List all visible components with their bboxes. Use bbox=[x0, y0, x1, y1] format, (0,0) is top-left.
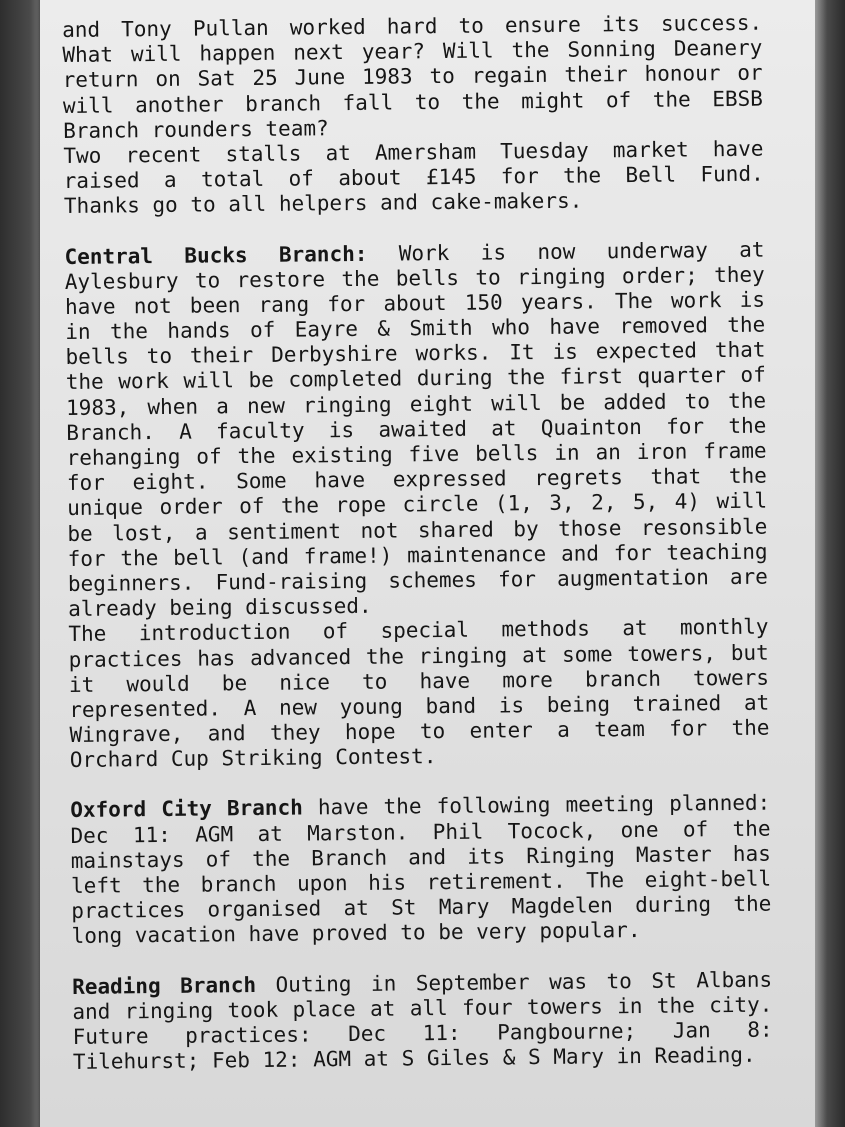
line-text: What will happen next year? Will the Sonning Deanery bbox=[62, 35, 763, 68]
line-text: Future practices: Dec 11: Pangbourne; Jan 8: bbox=[72, 1017, 773, 1049]
line-text: in the hands of Eayre & Smith who have removed the bbox=[65, 312, 766, 345]
line-text: Aylesbury to restore the bells to ringing order; they bbox=[64, 262, 765, 294]
line-text: The introduction of special methods at monthly bbox=[68, 614, 769, 647]
line-text: return on Sat 25 June 1983 to regain their honour or bbox=[62, 61, 763, 93]
document-text bbox=[62, 11, 773, 1076]
line-text: Wingrave, and they hope to enter a team for the bbox=[69, 715, 770, 748]
line-text: be lost, a sentiment not shared by those resonsible bbox=[67, 514, 768, 546]
line-text: left the branch upon his retirement. The eight-bell bbox=[70, 866, 772, 898]
line-text: Orchard Cup Striking Contest. bbox=[69, 744, 437, 773]
branch-heading: Oxford City Branch bbox=[70, 795, 303, 823]
line-text: it would be nice to have more branch towers bbox=[68, 665, 770, 697]
line-text: Thanks go to all helpers and cake-makers. bbox=[63, 188, 583, 219]
line-text: 1983, when a new ringing eight will be added to the bbox=[65, 388, 767, 420]
paragraph bbox=[62, 11, 763, 144]
paragraph bbox=[72, 967, 773, 1075]
line-text: have not been rang for about 150 years. The work is bbox=[64, 287, 766, 319]
line-text: Dec 11: AGM at Marston. Phil Tocock, one of the bbox=[70, 816, 771, 848]
line-text: Two recent stalls at Amersham Tuesday market have bbox=[63, 136, 764, 168]
line-text: for eight. Some have expressed regrets that the bbox=[66, 463, 767, 496]
page-edge-shadow bbox=[815, 0, 845, 1127]
line-text: rehanging of the existing five bells in an iron frame bbox=[66, 438, 767, 470]
line-text: unique order of the rope circle (1, 3, 2, 5, 4) will bbox=[67, 489, 768, 521]
line-text: represented. A new young band is being trained at bbox=[69, 690, 770, 722]
line-text: Branch rounders team? bbox=[63, 115, 329, 143]
line-text: long vacation have proved to be very popular. bbox=[71, 918, 641, 949]
paragraph bbox=[63, 137, 764, 220]
branch-heading: Central Bucks Branch: bbox=[64, 241, 368, 269]
line-text: practices has advanced the ringing at some towers, but bbox=[68, 640, 769, 672]
line-text: and ringing took place at all four towers in the city. bbox=[72, 992, 773, 1024]
line-text: mainstays of the Branch and its Ringing Master has bbox=[70, 841, 771, 873]
line-text: raised a total of about £145 for the Bell Fund. bbox=[63, 161, 764, 194]
line-text: for the bell (and frame!) maintenance and for teaching bbox=[67, 539, 768, 571]
line-text: beginners. Fund-raising schemes for augmentation are bbox=[67, 564, 769, 596]
paragraph bbox=[70, 791, 772, 949]
line-text: and Tony Pullan worked hard to ensure its success. bbox=[62, 10, 763, 42]
paragraph bbox=[68, 615, 770, 773]
line-text: practices organised at St Mary Magdelen during the bbox=[71, 891, 772, 924]
line-text: Tilehurst; Feb 12: AGM at S Giles & S Mary in Reading. bbox=[72, 1042, 756, 1075]
line-text: the work will be completed during the first quarter of bbox=[65, 363, 766, 395]
line-text: Work is now underway at bbox=[367, 237, 765, 266]
line-text: will another branch fall to the might of the EBSB bbox=[62, 86, 764, 118]
line-text: have the following meeting planned: bbox=[302, 791, 771, 820]
line-text: bells to their Derbyshire works. It is expected that bbox=[65, 337, 766, 370]
line-text: already being discussed. bbox=[68, 593, 372, 622]
paragraph bbox=[64, 237, 768, 622]
line-text: Branch. A faculty is awaited at Quainton for the bbox=[66, 413, 767, 445]
line-text: Outing in September was to St Albans bbox=[255, 967, 773, 997]
branch-heading: Reading Branch bbox=[72, 972, 257, 999]
document-page bbox=[40, 0, 820, 1127]
